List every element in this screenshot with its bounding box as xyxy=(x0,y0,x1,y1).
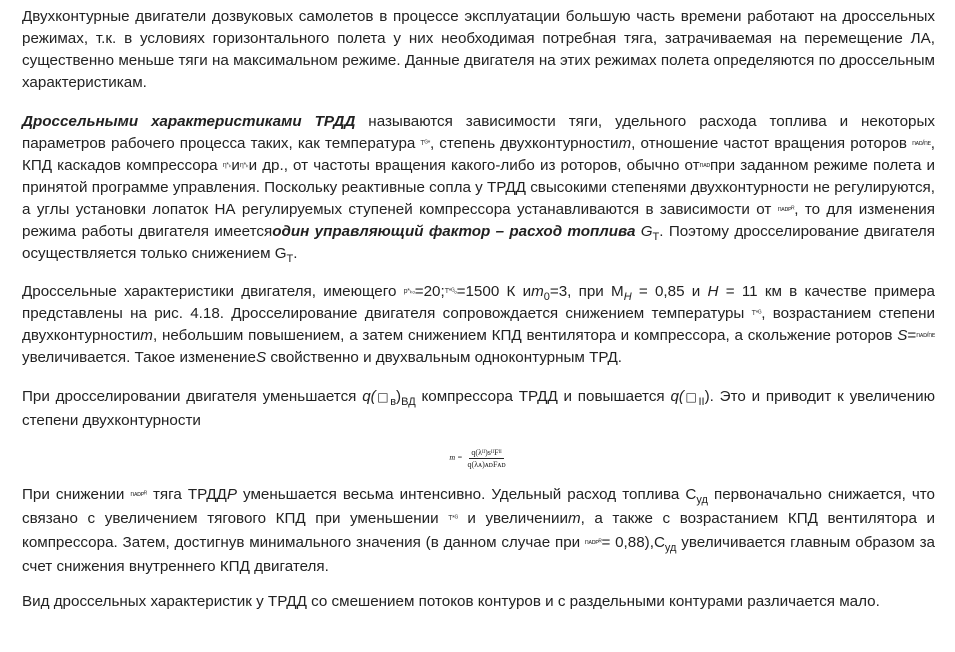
symbol-efficiency-lp: η*ₖ xyxy=(222,162,232,169)
paragraph-throttling-effects: При снижении nᴀᴅᴘᴿ тяга ТРДДP уменьшается весьма интенсивно. Удельный расход топлива $C_{уд}$ первоначально снижается, что связано с увеличением тягового КПД при уменьшении T*ᴳ и увеличенииm, а также с возрастанием КПД вентилятора и компрессора. Затем, достигнув минимального значения (в данном случае при nᴀᴅᴘᴿ= $0,88),C_{уд}$ увеличивается главным образом за счет снижения внутреннего КПД двигателя. xyxy=(22,486,936,575)
paragraph-example: Дроссельные характеристики двигателя, имеющего p*ₖₒ=20;T*ᴳₒ=1500 К $иm_0=3$, при $M_H = 0,85$ и H = 11 км в качестве примера представлены на рис. 4.18. Дросселирование двигателя сопровождается снижением температуры T*ᴳ, возрастанием степени двухконтурностиm, небольшим повышением, а затем снижением КПД вентилятора и компрессора, а скольжение роторов S=nᴀᴅ/nᴇ увеличивается. Такое изменениеS свойственно и двухвальным одноконтурным ТРД. xyxy=(22,283,935,366)
symbol-reduced-speed: nᴀᴅᴘᴿ xyxy=(584,539,602,546)
paragraph-intro: Двухконтурные двигатели дозвуковых самолетов в процессе эксплуатации большую часть времени работают на дроссельных режимах, т.к. в условиях горизонтального полета у них необходимая потребная тяга, затрачиваемая на перемещение ЛА, существенно меньше тяги на максимальном режиме. Данные двигателя на этих режимах полета определяются по дроссельным характеристикам. xyxy=(22,8,935,91)
symbol-rotor-ratio: nᴀᴅ/nᴇ xyxy=(916,332,935,339)
paragraph-bypass-increase: При дросселировании двигателя уменьшается $q(□_в)_{ВД}$ компрессора ТРДД и повышается $q(□_{II})$. Это и приводит к увеличению степени двухконтурности xyxy=(22,388,935,429)
symbol-rotor-speed: nᴀᴅ xyxy=(699,162,710,169)
formula-denominator: q(λᴀ)ᴀᴅFᴀᴅ xyxy=(467,459,506,469)
formula-numerator: q(λᴵᴵ)sᴵᴵFᴵᴵ xyxy=(471,447,502,457)
symbol-gas-temperature: T*ᴳ xyxy=(751,310,762,317)
symbol-rotor-ratio: nᴀᴅ/nᴇ xyxy=(912,140,931,147)
symbol-gas-temperature: Tᴳ* xyxy=(420,140,430,147)
single-control-factor: один управляющий фактор – расход топлива xyxy=(272,223,636,240)
missing-glyph-icon: □ xyxy=(683,390,699,404)
missing-glyph-icon: □ xyxy=(375,390,391,404)
term-throttle-characteristics: Дроссельными характеристиками ТРДД xyxy=(22,113,356,130)
paragraph-definition: Дроссельными характеристиками ТРДД называются зависимости тяги, удельного расхода топлива и некоторых параметров рабочего процесса таких, как температура Tᴳ*, степень двухконтурностиm, отношение частот вращения роторов nᴀᴅ/nᴇ, КПД каскадов компрессора η*ₖиη*ₖи др., от частоты вращения какого-либо из роторов, обычно отnᴀᴅпри заданном режиме полета и принятой программе управления. Поскольку реактивные сопла у ТРДД свысокими степенями двухконтурности не регулируются, а углы установки лопаток НА регулируемых ступеней компрессора устанавливаются в зависимости от nᴀᴅᴘᴿ, то для изменения режима работы двигателя имеетсяодин управляющий фактор – расход топлива $G_Т$. Поэтому дросселирование двигателя осуществляется только снижением $G_Т$. xyxy=(22,113,936,266)
symbol-gas-temperature-design: T*ᴳₒ xyxy=(444,288,457,295)
paragraph-conclusion: Вид дроссельных характеристик у ТРДД со смешением потоков контуров и с раздельными контурами различается мало. xyxy=(22,593,880,610)
symbol-efficiency-hp: η*ₖ xyxy=(239,162,249,169)
symbol-gas-temperature: T*ᴳ xyxy=(448,515,458,522)
symbol-pressure-ratio: p*ₖₒ xyxy=(403,288,415,295)
symbol-reduced-speed: nᴀᴅᴘᴿ xyxy=(777,206,795,213)
symbol-reduced-speed: nᴀᴅᴘᴿ xyxy=(130,491,147,498)
bypass-ratio-formula: m = $\frac{\text{q(λᴵᴵ)sᴵᴵFᴵᴵ}}{\text{q(λᴀ)ᴀᴅFᴀᴅ}}$ xyxy=(449,447,506,469)
